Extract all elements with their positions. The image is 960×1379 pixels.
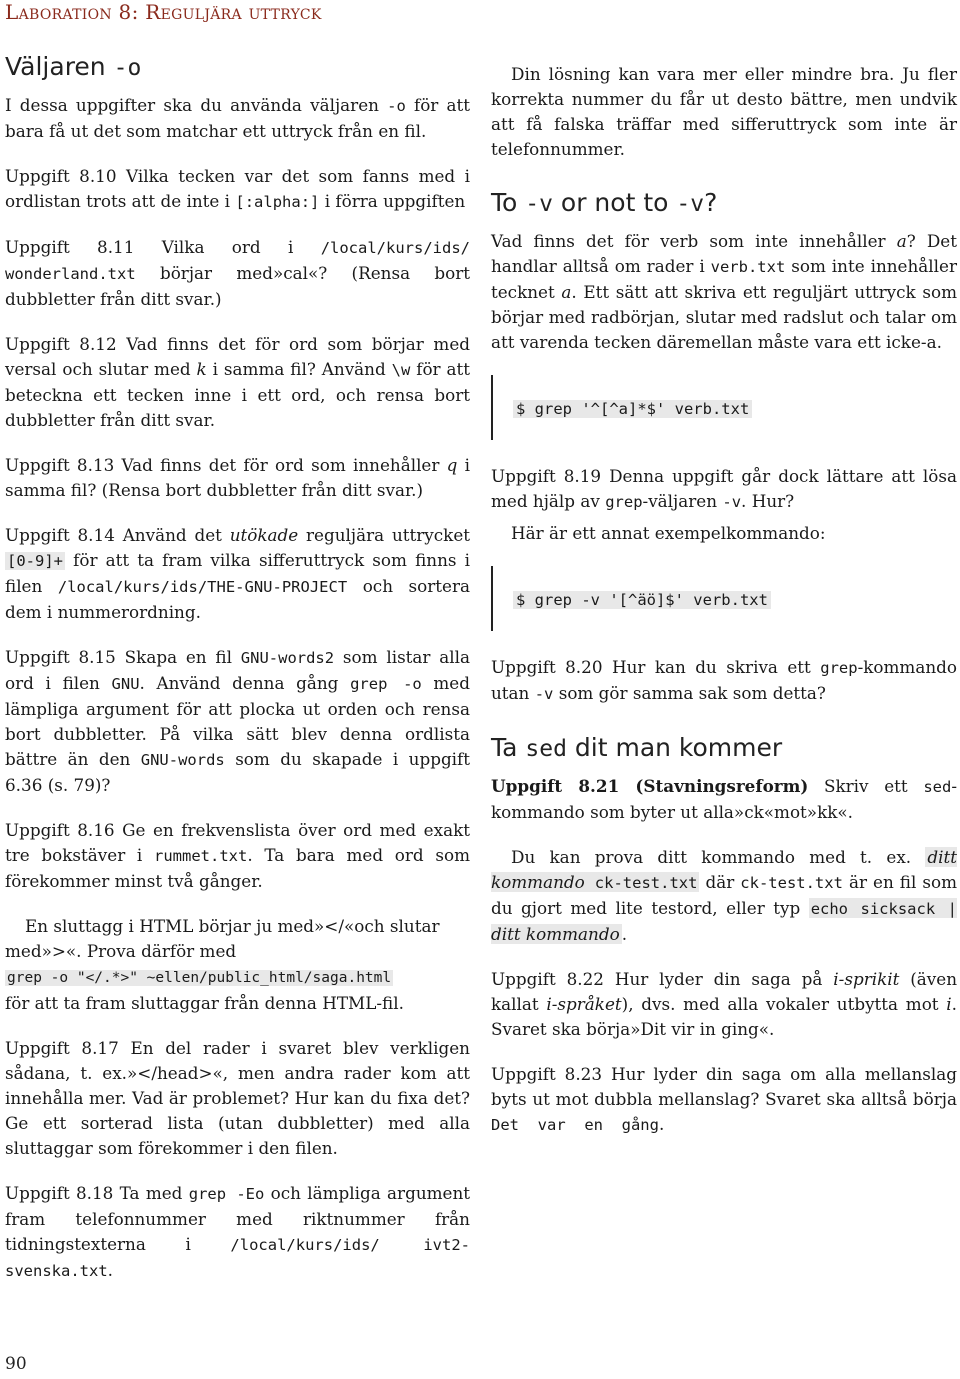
- du-kan-paragraph: Du kan prova ditt kommando med t. ex. ditt kommando ck-test.txt där ck-test.txt är en fil som du gjort med lite testord, eller typ echo sicksack | ditt kommando .: [491, 847, 957, 944]
- right-column: [491, 62, 957, 1158]
- losning-paragraph: Din lösning kan vara mer eller mindre bra. Ju fler korrekta nummer du får ut desto bättre, men undvik att få falska träffar med sifferuttryck som inte är telefonnummer.: [491, 64, 957, 159]
- intro-paragraph: I dessa uppgifter ska du använda väljaren -o för att bara få ut det som matchar ett uttryck från en fil.: [5, 95, 470, 141]
- command-1: $ grep '^[^a]*$' verb.txt: [513, 400, 752, 418]
- task-8-14: Uppgift 8.14 Använd det utökade reguljära uttrycket [0-9]+ för att ta fram vilka sifferuttryck som finns i filen /local/kurs/ids/THE-GNU-PROJECT och sortera dem i nummerordning.: [5, 525, 470, 622]
- task-8-16: Uppgift 8.16 Ge en frekvenslista över ord med exakt tre bokstäver i rummet.txt. Ta bara med ord som förekommer minst två gånger.: [5, 820, 470, 891]
- left-column: [5, 52, 470, 1304]
- task-8-21: Uppgift 8.21 (Stavningsreform) Skriv ett sed-kommando som byter ut alla»ck«mot»kk«.: [491, 776, 957, 822]
- task-8-15: Uppgift 8.15 Skapa en fil GNU-words2 som listar alla ord i filen GNU. Använd denna gång grep -o med lämpliga argument för att plocka ut orden och rensa bort dubbletter. På vilka sätt blev denna ordlista bättre än den GNU-words som du skapade i uppgift 6.36 (s. 79)?: [5, 647, 471, 795]
- section-title-sed: Ta sed dit man kommer: [491, 733, 783, 762]
- page-number: 90: [5, 1354, 27, 1374]
- sluttagg-paragraph: En sluttagg i HTML börjar ju med»</«och slutar med»>«. Prova därför med grep -o "</.*>" ~ellen/public_html/saga.html för att ta fram sluttaggar från denna HTML-fil.: [5, 916, 440, 1013]
- section-title-valjaren: Väljaren -o: [5, 52, 142, 81]
- task-8-10: Uppgift 8.10 Vilka tecken var det som fanns med i ordlistan trots att de inte i [:alpha:] i förra uppgiften: [5, 166, 470, 211]
- command-block-2: [491, 566, 957, 631]
- task-8-19: Uppgift 8.19 Denna uppgift går dock lättare att lösa med hjälp av grep-väljaren -v. Hur?: [491, 466, 958, 511]
- task-8-23: Uppgift 8.23 Hur lyder din saga om alla mellanslag byts ut mot dubbla mellanslag? Svaret ska alltså börja Det var en gång.: [491, 1064, 957, 1134]
- command-2: $ grep -v '[^äö]$' verb.txt: [513, 591, 771, 609]
- task-8-11: Uppgift 8.11 Vilka ord i /local/kurs/ids/ wonderland.txt börjar med»cal«? (Rensa bort dubbletter från ditt svar.): [5, 237, 470, 309]
- task-8-17: Uppgift 8.17 En del rader i svaret blev verkligen sådana, t. ex.»</head>«, men andra rader kom att innehålla mer. Vad är problemet? Hur kan du fixa det? Ge ett sorterad lista (utan dubbletter) med alla sluttaggar som förekommer i den filen.: [5, 1038, 470, 1158]
- exempel-paragraph: Här är ett annat exempelkommando:: [511, 523, 826, 543]
- command-block-1: [491, 375, 957, 440]
- section-title-to-v: To -v or not to -v?: [491, 188, 718, 217]
- task-8-18: Uppgift 8.18 Ta med grep -Eo och lämpliga argument fram telefonnummer med riktnummer från tidningstexterna i /local/kurs/ids/ ivt2-svenska.txt.: [5, 1183, 471, 1280]
- verb-intro-paragraph: Vad finns det för verb som inte innehåller a? Det handlar alltså om rader i verb.txt som inte innehåller tecknet a. Ett sätt att skriva ett reguljärt uttryck som börjar med radbörjan, slutar med radslut och talar om att varenda tecken däremellan måste vara ett icke-a.: [491, 231, 957, 352]
- task-8-13: Uppgift 8.13 Vad finns det för ord som innehåller q i samma fil? (Rensa bort dubbletter från ditt svar.): [5, 455, 470, 500]
- task-8-12: Uppgift 8.12 Vad finns det för ord som börjar med versal och slutar med k i samma fil? Använd \w för att beteckna ett tecken inne i ett ord, och rensa bort dubbletter från ditt svar.: [5, 334, 470, 430]
- running-title: Laboration 8: Reguljära uttryck: [5, 0, 322, 24]
- task-8-22: Uppgift 8.22 Hur lyder din saga på i-sprikit (även kallat i-språket), dvs. med alla vokaler utbytta mot i. Svaret ska börja»Dit vir in ging«.: [491, 969, 958, 1039]
- task-8-20: Uppgift 8.20 Hur kan du skriva ett grep-kommando utan -v som gör samma sak som detta?: [491, 657, 957, 703]
